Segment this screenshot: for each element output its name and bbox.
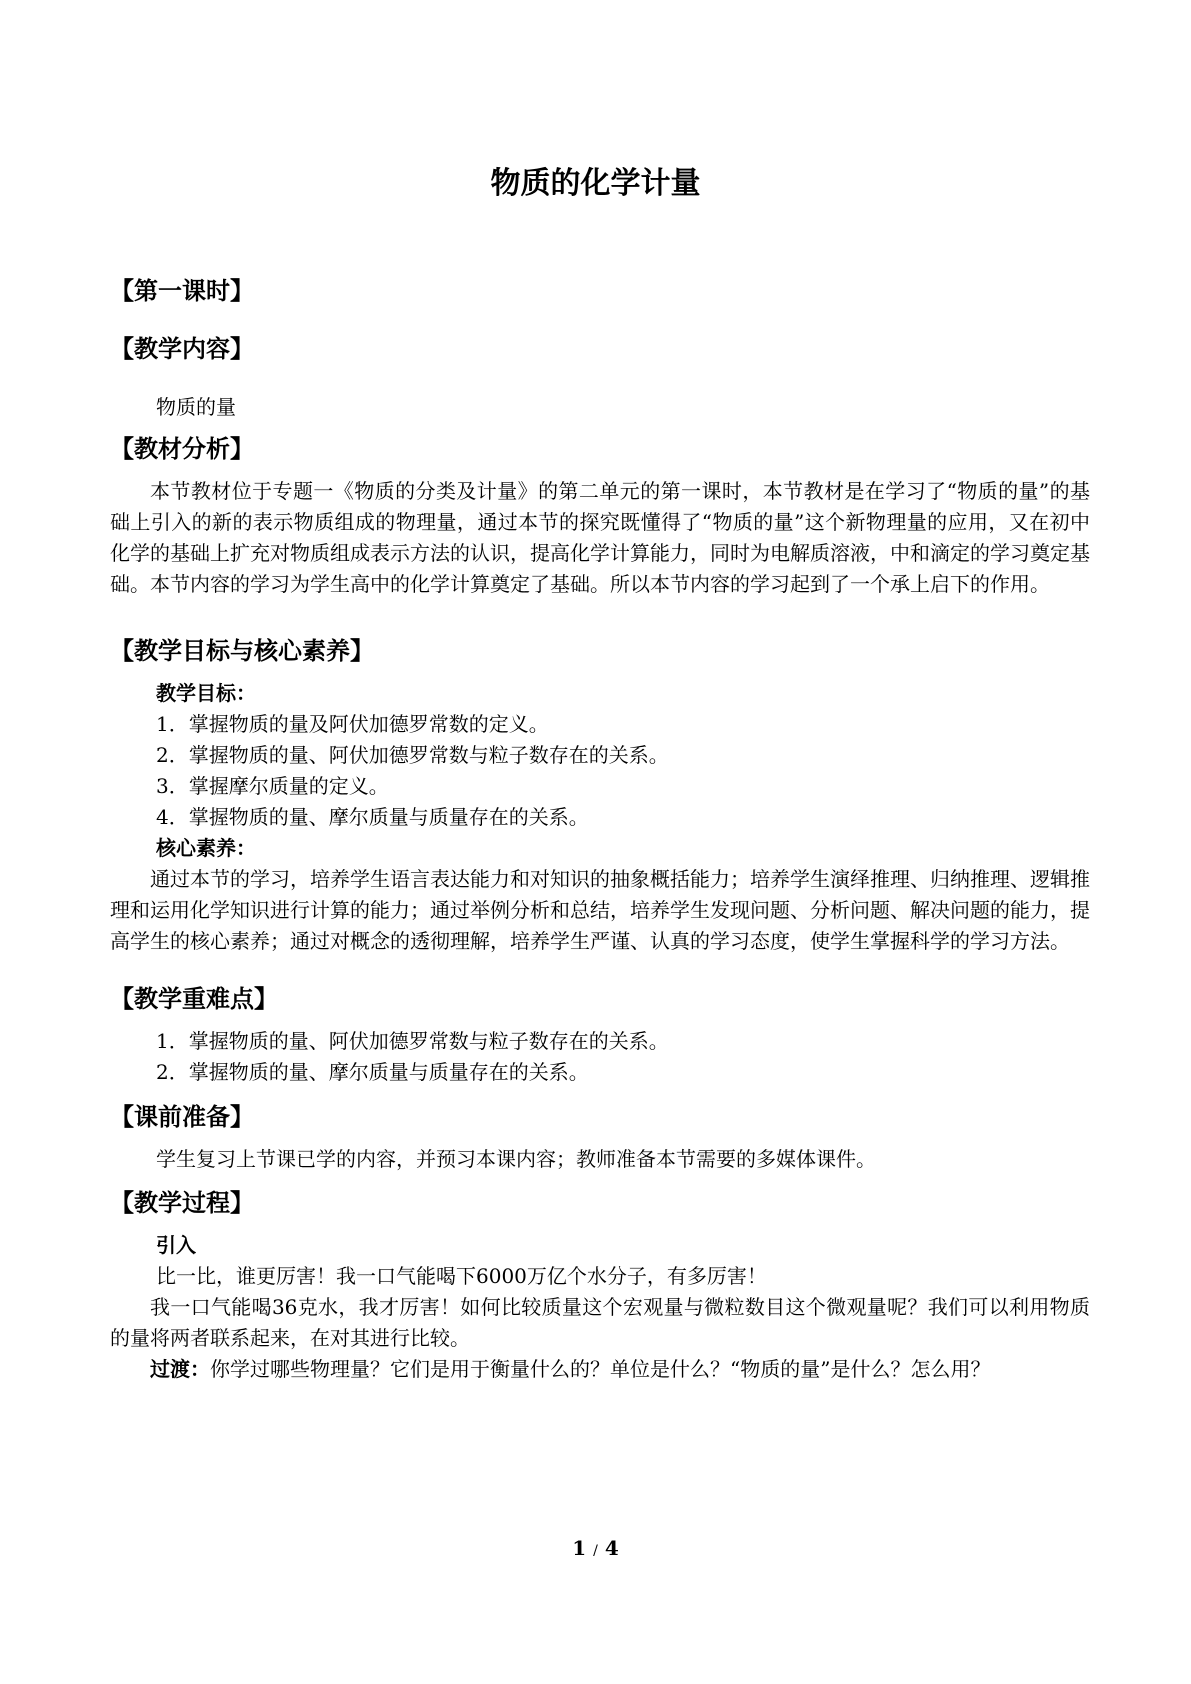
section-process bbox=[110, 1186, 1090, 1385]
page-total: 4 bbox=[604, 1536, 619, 1560]
heading-lesson: 【第一课时】 bbox=[110, 277, 254, 305]
analysis-text: 本节教材位于专题一《物质的分类及计量》的第二单元的第一课时，本节教材是在学习了“物质的量”的基础上引入的新的表示物质组成的物理量，通过本节的探究既懂得了“物质的量”这个新物理量的应用，又在初中化学的基础上扩充对物质组成表示方法的认识，提高化学计算能力，同时为电解质溶液，中和滴定的学习奠定基础。本节内容的学习为学生高中的化学计算奠定了基础。所以本节内容的学习起到了一个承上启下的作用。 bbox=[110, 479, 1090, 596]
intro-paragraph-1: 比一比，谁更厉害！我一口气能喝下6000万亿个水分子，有多厉害！ bbox=[156, 1264, 767, 1288]
heading-process: 【教学过程】 bbox=[110, 1189, 254, 1217]
heading-content: 【教学内容】 bbox=[110, 335, 254, 363]
section-goals bbox=[110, 634, 1090, 957]
heading-prep: 【课前准备】 bbox=[110, 1103, 254, 1131]
keypoint-item-2: 2．掌握物质的量、摩尔质量与质量存在的关系。 bbox=[156, 1060, 589, 1084]
section-content bbox=[110, 332, 1090, 366]
keypoint-item-1: 1．掌握物质的量、阿伏加德罗常数与粒子数存在的关系。 bbox=[156, 1029, 669, 1053]
intro-label: 引入 bbox=[156, 1233, 196, 1257]
heading-analysis: 【教材分析】 bbox=[110, 435, 254, 463]
core-label: 核心素养： bbox=[156, 836, 256, 860]
heading-goals: 【教学目标与核心素养】 bbox=[110, 637, 374, 665]
goal-item-4: 4．掌握物质的量、摩尔质量与质量存在的关系。 bbox=[156, 805, 589, 829]
page-number bbox=[0, 1536, 1191, 1560]
transition-text: 你学过哪些物理量？它们是用于衡量什么的？单位是什么？“物质的量”是什么？怎么用？ bbox=[210, 1357, 991, 1381]
section-analysis bbox=[110, 432, 1090, 600]
document-title: 物质的化学计量 bbox=[490, 166, 701, 201]
section-prep bbox=[110, 1100, 1090, 1175]
page-separator: / bbox=[593, 1543, 598, 1559]
prep-text: 学生复习上节课已学的内容，并预习本课内容；教师准备本节需要的多媒体课件。 bbox=[156, 1147, 876, 1171]
core-text: 通过本节的学习，培养学生语言表达能力和对知识的抽象概括能力；培养学生演绎推理、归纳推理、逻辑推理和运用化学知识进行计算的能力；通过举例分析和总结，培养学生发现问题、分析问题、解决问题的能力，提高学生的核心素养；通过对概念的透彻理解，培养学生严谨、认真的学习态度，使学生掌握科学的学习方法。 bbox=[110, 867, 1090, 953]
goal-item-1: 1．掌握物质的量及阿伏加德罗常数的定义。 bbox=[156, 712, 549, 736]
transition-label: 过渡： bbox=[150, 1357, 210, 1381]
content-text: 物质的量 bbox=[156, 395, 236, 419]
intro-paragraph-2: 我一口气能喝36克水，我才厉害！如何比较质量这个宏观量与微粒数目这个微观量呢？我们可以利用物质的量将两者联系起来，在对其进行比较。 bbox=[110, 1295, 1090, 1350]
goal-item-2: 2．掌握物质的量、阿伏加德罗常数与粒子数存在的关系。 bbox=[156, 743, 669, 767]
content-text-block bbox=[110, 392, 1090, 423]
goal-item-3: 3．掌握摩尔质量的定义。 bbox=[156, 774, 389, 798]
section-keypoints bbox=[110, 982, 1090, 1088]
goals-label: 教学目标： bbox=[156, 681, 256, 705]
section-lesson bbox=[110, 274, 1090, 308]
page-current: 1 bbox=[572, 1536, 587, 1560]
heading-keypoints: 【教学重难点】 bbox=[110, 985, 278, 1013]
transition-paragraph bbox=[110, 1354, 1090, 1385]
